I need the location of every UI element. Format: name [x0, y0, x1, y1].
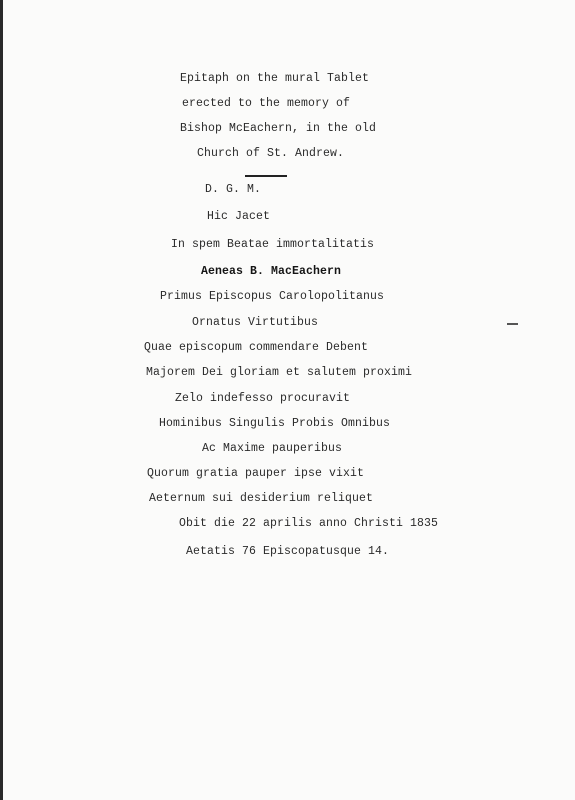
inscription-line-8: Majorem Dei gloriam et salutem proximi — [146, 366, 413, 379]
heading-line-1: Epitaph on the mural Tablet — [180, 72, 370, 85]
inscription-line-9: Zelo indefesso procuravit — [175, 392, 351, 405]
inscription-line-13: Aeternum sui desiderium reliquet — [149, 492, 374, 505]
inscription-line-3: In spem Beatae immortalitatis — [171, 238, 375, 251]
heading-line-2: erected to the memory of — [182, 97, 351, 110]
inscription-line-4: Aeneas B. MacEachern — [201, 265, 342, 278]
inscription-line-7: Quae episcopum commendare Debent — [144, 341, 369, 354]
divider-rule — [245, 175, 287, 177]
inscription-line-14: Obit die 22 aprilis anno Christi 1835 — [179, 517, 439, 530]
heading-line-4: Church of St. Andrew. — [197, 147, 345, 160]
inscription-line-6: Ornatus Virtutibus — [192, 316, 319, 329]
scan-edge — [0, 0, 3, 800]
inscription-line-1: D. G. M. — [205, 183, 262, 196]
inscription-line-5: Primus Episcopus Carolopolitanus — [160, 290, 385, 303]
margin-mark — [507, 323, 518, 325]
inscription-line-12: Quorum gratia pauper ipse vixit — [147, 467, 365, 480]
inscription-line-2: Hic Jacet — [207, 210, 271, 223]
inscription-line-11: Ac Maxime pauperibus — [202, 442, 343, 455]
heading-line-3: Bishop McEachern, in the old — [180, 122, 377, 135]
inscription-line-15: Aetatis 76 Episcopatusque 14. — [186, 545, 390, 558]
inscription-line-10: Hominibus Singulis Probis Omnibus — [159, 417, 391, 430]
